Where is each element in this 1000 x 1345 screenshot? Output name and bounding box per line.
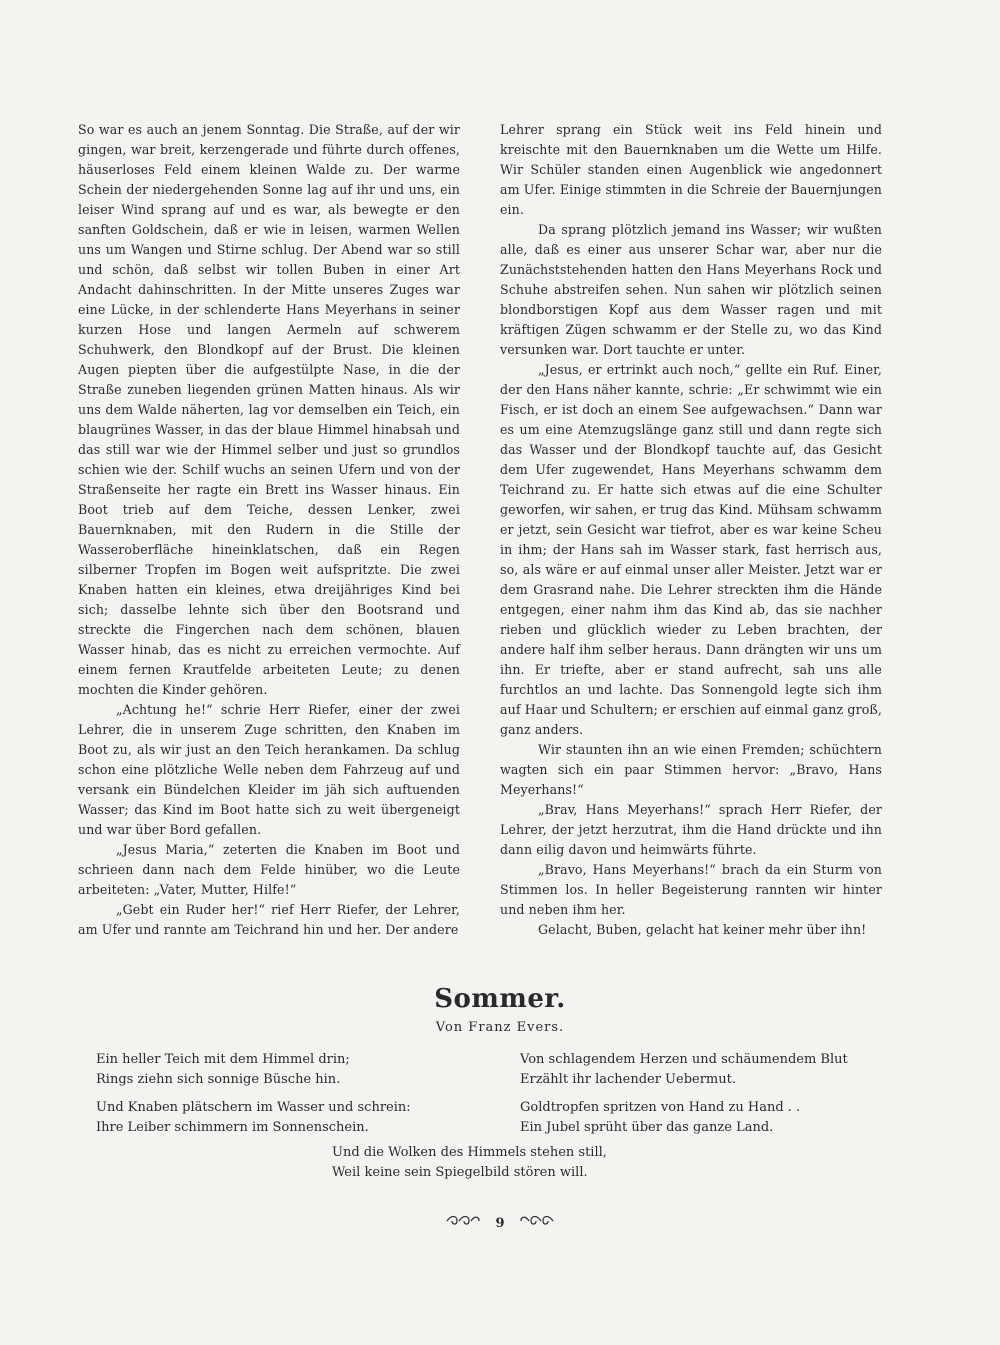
right-text-column	[500, 120, 882, 940]
poem-author: Von Franz Evers.	[435, 1020, 565, 1035]
page-footer	[0, 1215, 1000, 1231]
paragraph: „Jesus, er ertrinkt auch noch,“ gellte ein Ruf. Einer, der den Hans näher kannte, schrie: „Er schwimmt wie ein Fisch, er ist doch an einem See aufgewachsen.“ Dann war es um eine Atemzugslänge ganz still und dann regte sich das Wasser und der Blondkopf tauchte auf, das Gesicht dem Ufer zugewendet, Hans Meyerhans schwamm dem Teichrand zu. Er hatte sich etwas auf die eine Schulter geworfen, wir sahen, er trug das Kind. Mühsam schwamm er jetzt, sein Gesicht war tiefrot, aber es war keine Scheu in ihm; der Hans sah im Wasser stark, fast herrisch aus, so, als wäre er auf einmal unser aller Meister. Jetzt war er dem Grasrand nahe. Die Lehrer streckten ihm die Hände entgegen, einer nahm ihm das Kind ab, das sie nachher rieben und glücklich wieder zu Leben brachten, der andere half ihm selber heraus. Dann drängten wir uns um ihn. Er triefte, aber er stand aufrecht, sah uns alle furchtlos an und lachte. Das Sonnengold legte sich ihm auf Haar und Schultern; er erschien auf einmal ganz groß, ganz anders.	[500, 362, 882, 737]
paragraph: So war es auch an jenem Sonntag. Die Straße, auf der wir gingen, war breit, kerzengerade und führte durch offenes, häuserloses Feld einem kleinen Walde zu. Der warme Schein der niedergehenden Sonne lag auf ihr und uns, ein leiser Wind sprang auf und es war, als bewegte er den sanften Goldschein, daß er wie in leisen, warmen Wellen uns um Wangen und Stirne schlug. Der Abend war so still und schön, daß selbst wir tollen Buben in einer Art Andacht dahinschritten. In der Mitte unseres Zuges war eine Lücke, in der schlenderte Hans Meyerhans in seiner kurzen Hose und langen Aermeln auf schwerem Schuhwerk, den Blondkopf auf der Brust. Die kleinen Augen piepten über die aufgestülpte Nase, in die der Straße zuneben liegenden grünen Matten hinaus. Als wir uns dem Walde näherten, lag vor demselben ein Teich, ein blaugrünes Wasser, in das der blaue Himmel hinabsah und das still war wie der Himmel selber und just so grundlos schien wie der. Schilf wuchs an seinen Ufern und von der Straßenseite her ragte ein Brett ins Wasser hinaus. Ein Boot trieb auf dem Teiche, dessen Lenker, zwei Bauernknaben, mit den Rudern in die Stille der Wasseroberfläche hineinklatschen, daß ein Regen silberner Tropfen im Bogen weit aufspritzte. Die zwei Knaben hatten ein kleines, etwa dreijähriges Kind bei sich; dasselbe lehnte sich über den Bootsrand und streckte die Fingerchen nach dem schönen, blauen Wasser hinab, das es nicht zu erreichen vermochte. Auf einem fernen Krautfelde arbeiteten Leute; zu denen mochten die Kinder gehören.	[78, 122, 460, 697]
paragraph: „Jesus Maria,“ zeterten die Knaben im Boot und schrieen dann nach dem Felde hinüber, wo die Leute arbeiteten: „Vater, Mutter, Hilfe!“	[78, 842, 460, 897]
stanza	[96, 1050, 411, 1090]
poem-final-stanza	[332, 1143, 607, 1183]
poem-line: Rings ziehn sich sonnige Büsche hin.	[96, 1072, 341, 1087]
poem-line: Ihre Leiber schimmern im Sonnenschein.	[96, 1120, 369, 1135]
poem-line: Ein heller Teich mit dem Himmel drin;	[96, 1052, 350, 1067]
paragraph: Da sprang plötzlich jemand ins Wasser; wir wußten alle, daß es einer aus unserer Schar war, aber nur die Zunächststehenden hatten den Hans Meyerhans Rock und Schuhe abstreifen sehen. Nun sahen wir plötzlich seinen blondborstigen Kopf aus dem Wasser ragen und mit kräftigen Zügen schwamm er der Stelle zu, wo das Kind versunken war. Dort tauchte er unter.	[500, 222, 882, 357]
paragraph: „Bravo, Hans Meyerhans!“ brach da ein Sturm von Stimmen los. In heller Begeisterung rannten wir hinter und neben ihm her.	[500, 862, 882, 917]
poem-left-stanzas	[96, 1050, 411, 1146]
poem-line: Erzählt ihr lachender Uebermut.	[520, 1072, 736, 1087]
poem-title: Sommer.	[434, 984, 566, 1014]
paragraph: Lehrer sprang ein Stück weit ins Feld hinein und kreischte mit den Bauernknaben um die Wette um Hilfe. Wir Schüler standen einen Augenblick wie angedonnert am Ufer. Einige stimmten in die Schreie der Bauernjungen ein.	[500, 122, 882, 217]
poem-line: Weil keine sein Spiegelbild stören will.	[332, 1165, 588, 1180]
poem-right-stanzas	[520, 1050, 848, 1146]
stanza	[96, 1098, 411, 1138]
poem-line: Und die Wolken des Himmels stehen still,	[332, 1145, 607, 1160]
poem-line: Goldtropfen spritzen von Hand zu Hand . .	[520, 1100, 801, 1115]
ornament-left-icon	[445, 1215, 481, 1231]
poem-line: Ein Jubel sprüht über das ganze Land.	[520, 1120, 774, 1135]
paragraph: „Brav, Hans Meyerhans!“ sprach Herr Riefer, der Lehrer, der jetzt herzutrat, ihm die Hand drückte und ihn dann eilig davon und heimwärts führte.	[500, 802, 882, 857]
stanza	[520, 1050, 848, 1090]
page-number: 9	[495, 1215, 505, 1231]
paragraph: Gelacht, Buben, gelacht hat keiner mehr über ihn!	[538, 922, 867, 937]
paragraph: Wir staunten ihn an wie einen Fremden; schüchtern wagten sich ein paar Stimmen hervor: „Bravo, Hans Meyerhans!“	[500, 742, 882, 797]
poem-line: Von schlagendem Herzen und schäumendem Blut	[520, 1052, 848, 1067]
paragraph: „Gebt ein Ruder her!“ rief Herr Riefer, der Lehrer, am Ufer und rannte am Teichrand hin und her. Der andere	[78, 902, 460, 937]
stanza	[520, 1098, 848, 1138]
left-text-column	[78, 120, 460, 940]
ornament-right-icon	[519, 1215, 555, 1231]
poem-line: Und Knaben plätschern im Wasser und schrein:	[96, 1100, 411, 1115]
paragraph: „Achtung he!“ schrie Herr Riefer, einer der zwei Lehrer, die in unserem Zuge schritten, den Knaben im Boot zu, als wir just an den Teich herankamen. Da schlug schon eine plötzliche Welle neben dem Fahrzeug auf und versank ein Bündelchen Kleider im jäh sich auftuenden Wasser; das Kind im Boot hatte sich zu weit übergeneigt und war über Bord gefallen.	[78, 702, 460, 837]
